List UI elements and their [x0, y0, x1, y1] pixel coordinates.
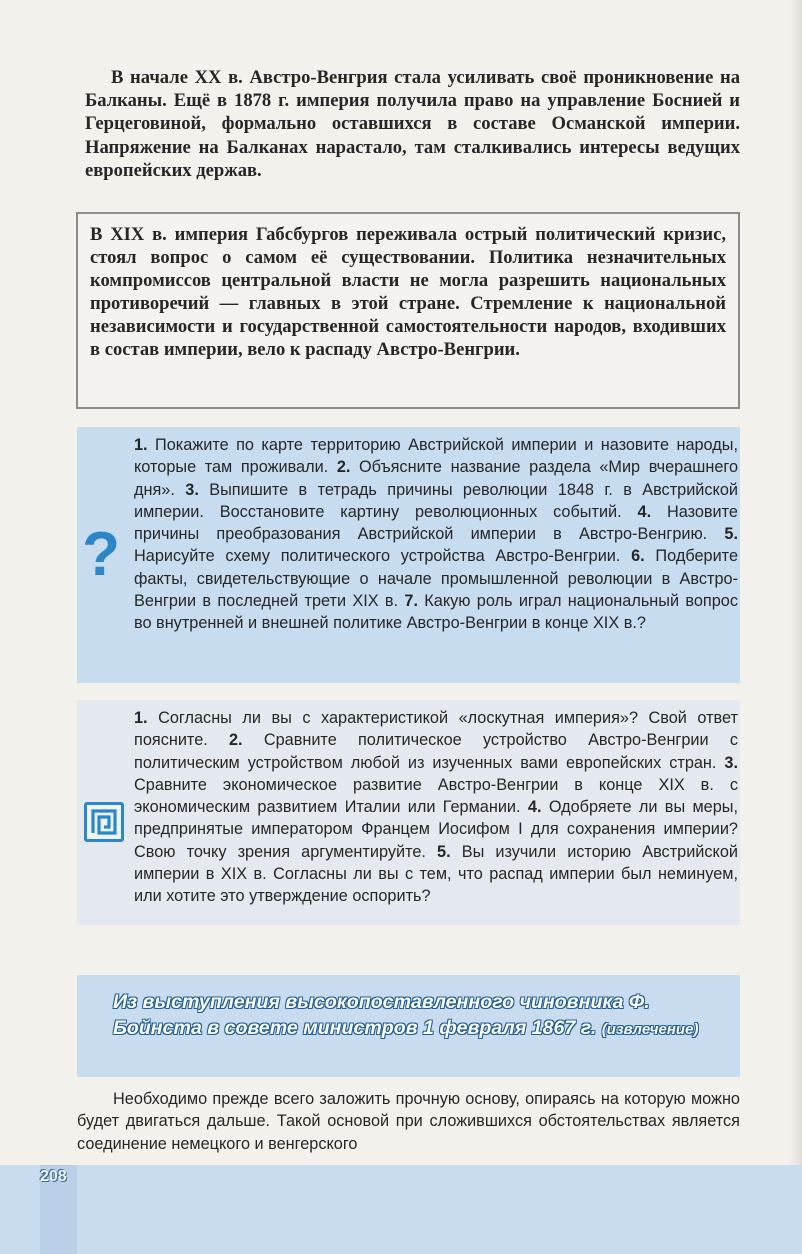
discussion-text: Сравните экономическое развитие Австро-Венгрии в конце XIX в. с экономическим развитием Италии или Германии.: [134, 775, 738, 817]
question-number: 5.: [724, 525, 738, 544]
source-text: Необходимо прежде всего заложить прочную основу, опираясь на которую можно будет двигаться дальше. Такой основой при сложившихся обстоятельствах является соединение немецкого и венгерского: [77, 1090, 740, 1153]
summary-text: В XIX в. империя Габсбургов переживала острый политический кризис, стоял вопрос о самом её существовании. Политика незначительных компромиссов центральной власти не могла разрешить национальных противоречий — главных в этой стране. Стремление к национальной независимости и государственной самостоятельности народов, входивших в состав империи, вело к распаду Австро-Венгрии.: [90, 224, 726, 361]
question-text: Подберите факты, свидетельствующие о начале промышленной революции в Австро-Венгрии в последней трети XIX в.: [134, 547, 738, 611]
discussion-text: Сравните политическое устройство Австро-Венгрии с политическим устройством любой из изученных вами европейских стран.: [134, 731, 738, 772]
question-text: Назовите причины преобразования Австрийской империи в Австро-Венгрию.: [134, 502, 738, 544]
discussion-list: [134, 707, 738, 908]
question-number: 4.: [637, 502, 652, 521]
intro-paragraph: В начале XX в. Австро-Венгрия стала усиливать своё проникновение на Балканы. Ещё в 1878 г. империя получила право на управление Боснией и Герцеговиной, формально оставшихся в составе Османской империи. Напряжение на Балканах нарастало, там сталкивались интересы ведущих европейских держав.: [85, 67, 740, 181]
question-text: Какую роль играл национальный вопрос во внутренней и внешней политике Австро-Венгрии в конце XIX в.?: [134, 592, 738, 633]
question-number: 7.: [404, 592, 418, 611]
discussion-text: Вы изучили историю Австрийской империи в XIX в. Согласны ли вы с тем, что распад империи был неминуем, или хотите это утверждение оспорить?: [134, 842, 738, 906]
discussion-text: Согласны ли вы с характеристикой «лоскутная империя»? Свой ответ поясните.: [134, 709, 738, 750]
source-note: (извлечение): [601, 1021, 699, 1038]
question-text: Нарисуйте схему политического устройства Австро-Венгрии.: [134, 547, 632, 566]
question-text: Выпишите в тетрадь причины революции 1848 г. в Австрийской империи. Восстановите картину революционных событий.: [134, 480, 738, 521]
discussion-number: 2.: [229, 731, 243, 750]
bottom-band: [0, 1165, 802, 1254]
source-title-text: Из выступления высокопоставленного чиновника Ф. Бойнста в совете министров 1 февраля 1867 г.: [113, 991, 650, 1039]
page-number: 208: [40, 1168, 67, 1185]
meander-icon: [84, 802, 124, 842]
question-number: 3.: [185, 480, 199, 499]
question-text: Объясните название раздела «Мир вчерашнего дня».: [134, 458, 739, 499]
discussion-number: 3.: [724, 753, 738, 772]
question-mark-icon: ?: [82, 520, 120, 589]
question-text: Покажите по карте территорию Австрийской империи и назовите народы, которые там проживали.: [134, 436, 738, 477]
discussion-number: 1.: [134, 709, 148, 727]
summary-box: [76, 212, 740, 409]
question-number: 1.: [134, 436, 148, 454]
discussion-number: 4.: [527, 798, 542, 817]
question-number: 6.: [631, 547, 645, 566]
page-edge-shadow: [788, 0, 802, 1254]
discussion-number: 5.: [437, 842, 451, 861]
discussion-text: Одобряете ли вы меры, предпринятые императором Францем Иосифом I для сохранения империи? Свою точку зрения аргументируйте.: [134, 798, 738, 861]
source-title: [113, 989, 733, 1043]
questions-list: [134, 434, 738, 635]
question-number: 2.: [336, 458, 351, 477]
